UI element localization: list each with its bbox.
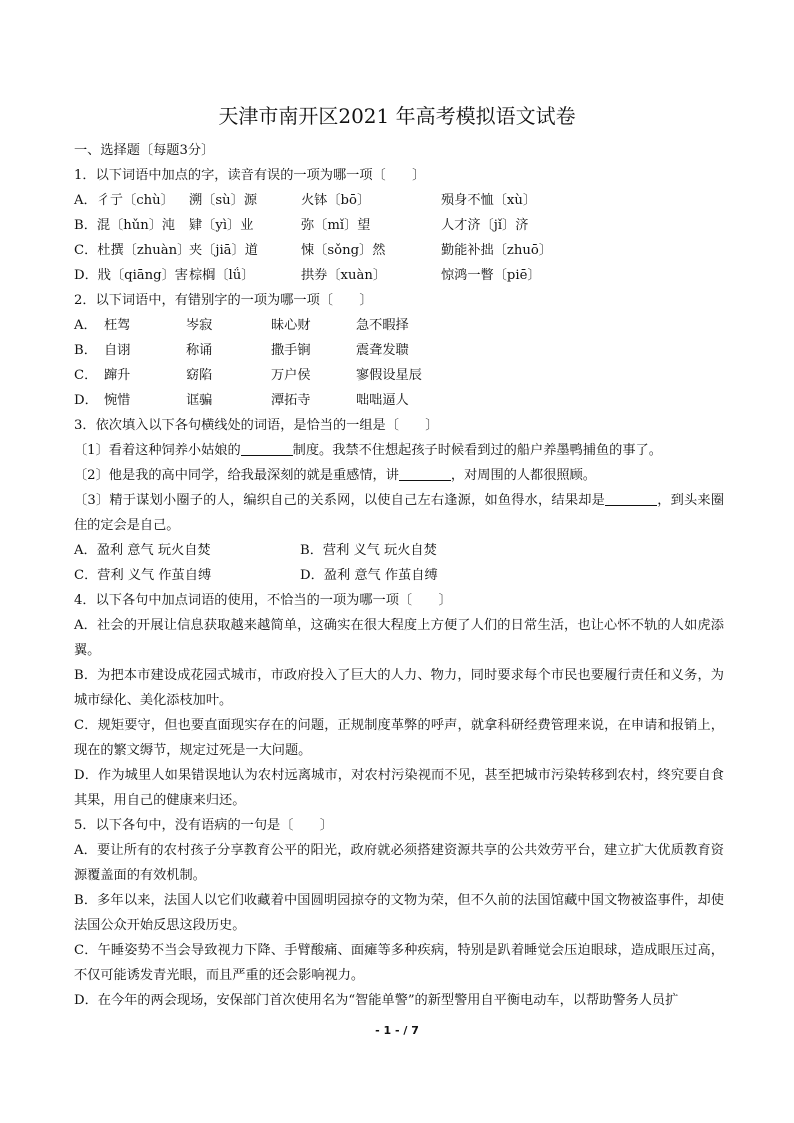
q4-stem: 4．以下各句中加点词语的使用，不恰当的一项为哪一项〔 〕 [74,593,452,608]
q2-stem: 2．以下词语中，有错别字的一项为哪一项〔 〕 [74,293,373,308]
q2-a-2: 岑寂 [186,318,213,333]
q1-c-3: 悚〔sǒng〕然 [301,243,386,258]
q2-d-2: 诓骗 [186,393,213,408]
q2-b-4: 震聋发聩 [356,343,409,358]
q2-b-3: 撒手锏 [271,343,311,358]
q3-s1-after: 制度。我禁不住想起孩子时候看到过的船户养墨鸭捕鱼的事了。 [292,443,662,458]
q1-c-4: 勤能补拙〔zhuō〕 [441,243,552,258]
q2-option-a [74,313,724,338]
q2-c-4: 寥假设星辰 [356,368,422,383]
q1-a-4: 殒身不恤〔xù〕 [441,193,537,208]
q2-option-d [74,388,724,413]
q1-b-2: 肄〔yì〕业 [189,218,254,233]
q2-b-2: 称诵 [186,343,213,358]
q1-c-1: C．杜撰〔zhuàn〕 [74,243,191,258]
q3-option-a: A．盈利 意气 玩火自焚 [74,543,211,558]
q1-option-a [74,188,724,213]
q2-d-3: 潭拓寺 [271,393,311,408]
q1-d-4: 惊鸿一瞥〔piē〕 [441,268,541,283]
section-heading: 一、选择题〔每题3分〕 [74,143,215,158]
q1-b-4: 人才济〔jǐ〕济 [441,218,529,233]
q2-b-1: 自诩 [104,343,131,358]
q3-option-b: B．营利 义气 玩火自焚 [300,543,437,558]
q2-b-letter: B． [74,343,97,358]
q2-option-b [74,338,724,363]
page-title: 天津市南开区2021 年高考模拟语文试卷 [218,104,576,128]
q1-option-b [74,213,724,238]
q3-blank-3 [605,490,657,506]
exam-content [74,138,724,1013]
q3-option-d: D．盈利 意气 作茧自缚 [300,568,438,583]
q1-b-1: B．混〔hǔn〕沌 [74,218,176,233]
q5-option-a: A．要让所有的农村孩子分享教育公平的阳光，政府就必须搭建资源共享的公共效劳平台，建立扩大优质教育资源覆盖面的有效机制。 [74,843,724,883]
page-number: - 1 - / 7 [375,1024,419,1037]
q4-option-a: A．社会的开展让信息获取越来越简单，这确实在很大程度上方便了人们的日常生活，也让心怀不轨的人如虎添翼。 [74,618,724,658]
q4-option-b: B．为把本市建设成花园式城市，市政府投入了巨大的人力、物力，同时要求每个市民也要履行责任和义务，为城市绿化、美化添枝加叶。 [74,668,724,708]
q3-sentence-3 [74,488,724,538]
q5-stem: 5．以下各句中，没有语病的一句是〔 〕 [74,818,333,833]
q2-a-4: 急不暇择 [356,318,409,333]
q3-sentence-1 [74,438,724,463]
q3-options-ab [74,538,724,563]
q2-a-letter: A． [74,318,97,333]
q1-d-3: 拱券〔xuàn〕 [301,268,387,283]
q3-s2-before: 〔2〕他是我的高中同学，给我最深刻的就是重感情，讲 [74,468,399,483]
q3-stem: 3．依次填入以下各句横线处的词语，是恰当的一组是〔 〕 [74,418,439,433]
q4-option-c: C．规矩要守，但也要直面现实存在的问题，正规制度革弊的呼声，就拿科研经费管理来说，在申请和报销上，现在的繁文缛节，规定过死是一大问题。 [74,718,724,758]
q2-a-1: 枉驾 [104,318,131,333]
q2-d-1: 惋惜 [104,393,131,408]
q3-s3-before: 〔3〕精于谋划小圈子的人，编织自己的关系网，以使自己左右逢源，如鱼得水，结果却是 [74,493,606,508]
q3-sentence-2 [74,463,724,488]
q4-option-d: D．作为城里人如果错误地认为农村远离城市，对农村污染视而不见，甚至把城市污染转移到农村，终究要自食其果，用自己的健康来归还。 [74,768,724,808]
q1-b-3: 弥〔mǐ〕望 [301,218,371,233]
q3-options-cd [74,563,724,588]
q1-option-c [74,238,724,263]
q2-d-letter: D． [74,393,98,408]
q2-c-2: 窈陷 [186,368,213,383]
q1-a-3: 火钵〔bō〕 [301,193,371,208]
q2-a-3: 昧心财 [271,318,311,333]
q1-a-1: A．彳亍〔chù〕 [74,193,174,208]
q1-stem: 1．以下词语中加点的字，读音有误的一项为哪一项〔 〕 [74,168,426,183]
q2-c-1: 蹿升 [104,368,131,383]
q3-s2-after: ，对周围的人都很照顾。 [450,468,596,483]
q2-c-letter: C． [74,368,98,383]
q2-option-c [74,363,724,388]
q1-a-2: 溯〔sù〕源 [189,193,258,208]
q3-blank-1 [241,440,293,456]
q5-option-c: C．午睡姿势不当会导致视力下降、手臂酸痛、面瘫等多种疾病，特别是趴着睡觉会压迫眼球，造成眼压过高，不仅可能诱发青光眼，而且严重的还会影响视力。 [74,943,724,983]
q3-s3-after: ，到头来圈住的定会是自己。 [74,493,725,533]
q1-d-1: D．戕〔qiāng〕害 [74,268,188,283]
q2-c-3: 万户侯 [271,368,311,383]
q3-blank-2 [399,465,451,481]
q1-option-d [74,263,724,288]
q3-s1-before: 〔1〕看着这种饲养小姑娘的 [74,443,241,458]
q5-option-b: B．多年以来，法国人以它们收藏着中国圆明园掠夺的文物为荣，但不久前的法国馆藏中国文物被盗事件，却使法国公众开始反思这段历史。 [74,893,724,933]
q1-c-2: 夹〔jiā〕道 [189,243,258,258]
q5-option-d: D．在今年的两会现场，安保部门首次使用名为“智能单警”的新型警用自平衡电动车，以帮助警务人员扩 [74,993,679,1008]
q3-option-c: C．营利 义气 作茧自缚 [74,568,212,583]
q1-d-2: 棕榈〔lǘ〕 [189,268,255,283]
q2-d-4: 咄咄逼人 [356,393,409,408]
